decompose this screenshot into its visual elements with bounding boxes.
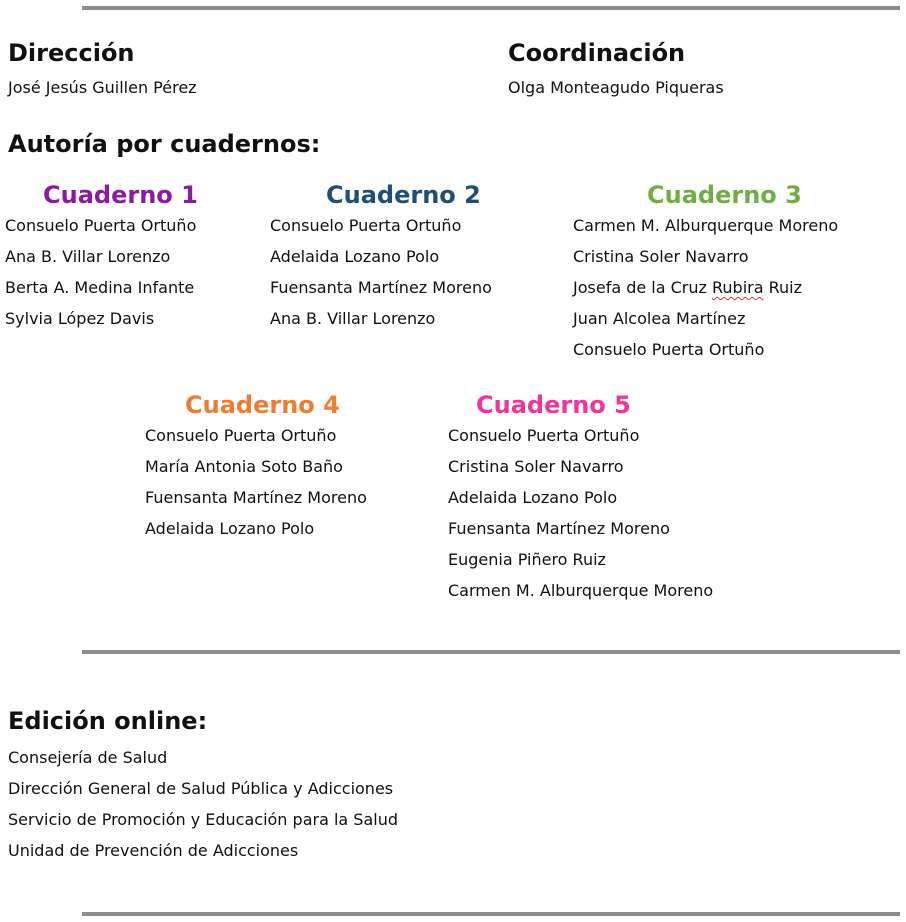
author-name: Adelaida Lozano Polo bbox=[270, 247, 440, 266]
cuaderno-5-authors bbox=[448, 420, 778, 606]
author-name: Carmen M. Alburquerque Moreno bbox=[573, 216, 839, 235]
author-name: Adelaida Lozano Polo bbox=[448, 488, 618, 507]
author-name: Sylvia López Davis bbox=[5, 309, 155, 328]
edicion-line: Consejería de Salud bbox=[8, 748, 168, 767]
coordinacion-name: Olga Monteagudo Piqueras bbox=[508, 78, 724, 97]
edicion-heading: Edición online: bbox=[8, 707, 208, 735]
author-name: Fuensanta Martínez Moreno bbox=[270, 278, 492, 297]
bottom-divider bbox=[82, 912, 900, 916]
cuaderno-3-title: Cuaderno 3 bbox=[647, 181, 802, 209]
author-name: Fuensanta Martínez Moreno bbox=[448, 519, 670, 538]
edicion-line: Dirección General de Salud Pública y Adicciones bbox=[8, 779, 394, 798]
autoria-heading: Autoría por cuadernos: bbox=[8, 130, 321, 158]
author-name: Consuelo Puerta Ortuño bbox=[573, 340, 765, 359]
coordinacion-heading: Coordinación bbox=[508, 39, 686, 67]
author-name-part: Ruiz bbox=[763, 278, 803, 297]
author-name: Cristina Soler Navarro bbox=[573, 247, 749, 266]
cuaderno-5-title: Cuaderno 5 bbox=[476, 391, 631, 419]
cuaderno-3-column bbox=[573, 180, 898, 365]
author-name-flagged bbox=[573, 272, 898, 303]
author-name: María Antonia Soto Baño bbox=[145, 457, 343, 476]
cuaderno-5-column bbox=[448, 390, 778, 606]
cuaderno-4-title: Cuaderno 4 bbox=[185, 391, 340, 419]
author-name-part: Josefa de la Cruz bbox=[573, 278, 713, 297]
author-name: Carmen M. Alburquerque Moreno bbox=[448, 581, 714, 600]
author-name: Consuelo Puerta Ortuño bbox=[145, 426, 337, 445]
author-name: Consuelo Puerta Ortuño bbox=[448, 426, 640, 445]
cuaderno-1-column bbox=[5, 180, 245, 334]
author-name: Berta A. Medina Infante bbox=[5, 278, 195, 297]
edicion-lines bbox=[8, 742, 398, 866]
cuaderno-1-authors bbox=[5, 210, 245, 334]
author-name: Fuensanta Martínez Moreno bbox=[145, 488, 367, 507]
cuaderno-3-authors bbox=[573, 210, 898, 365]
direccion-name: José Jesús Guillen Pérez bbox=[8, 78, 197, 97]
direccion-heading: Dirección bbox=[8, 39, 135, 67]
spellcheck-flagged-word: Rubira bbox=[712, 278, 764, 297]
cuaderno-4-authors bbox=[145, 420, 425, 544]
cuaderno-2-title: Cuaderno 2 bbox=[326, 181, 481, 209]
author-name: Eugenia Piñero Ruiz bbox=[448, 550, 606, 569]
cuaderno-4-column bbox=[145, 390, 425, 544]
cuaderno-2-authors bbox=[270, 210, 550, 334]
author-name: Juan Alcolea Martínez bbox=[573, 309, 746, 328]
edicion-line: Servicio de Promoción y Educación para la Salud bbox=[8, 810, 398, 829]
author-name: Cristina Soler Navarro bbox=[448, 457, 624, 476]
top-divider bbox=[82, 6, 900, 10]
author-name: Consuelo Puerta Ortuño bbox=[5, 216, 197, 235]
author-name: Adelaida Lozano Polo bbox=[145, 519, 315, 538]
author-name: Ana B. Villar Lorenzo bbox=[5, 247, 171, 266]
author-name: Consuelo Puerta Ortuño bbox=[270, 216, 462, 235]
middle-divider bbox=[82, 650, 900, 654]
cuaderno-2-column bbox=[270, 180, 550, 334]
cuaderno-1-title: Cuaderno 1 bbox=[43, 181, 198, 209]
author-name: Ana B. Villar Lorenzo bbox=[270, 309, 436, 328]
edicion-line: Unidad de Prevención de Adicciones bbox=[8, 841, 299, 860]
